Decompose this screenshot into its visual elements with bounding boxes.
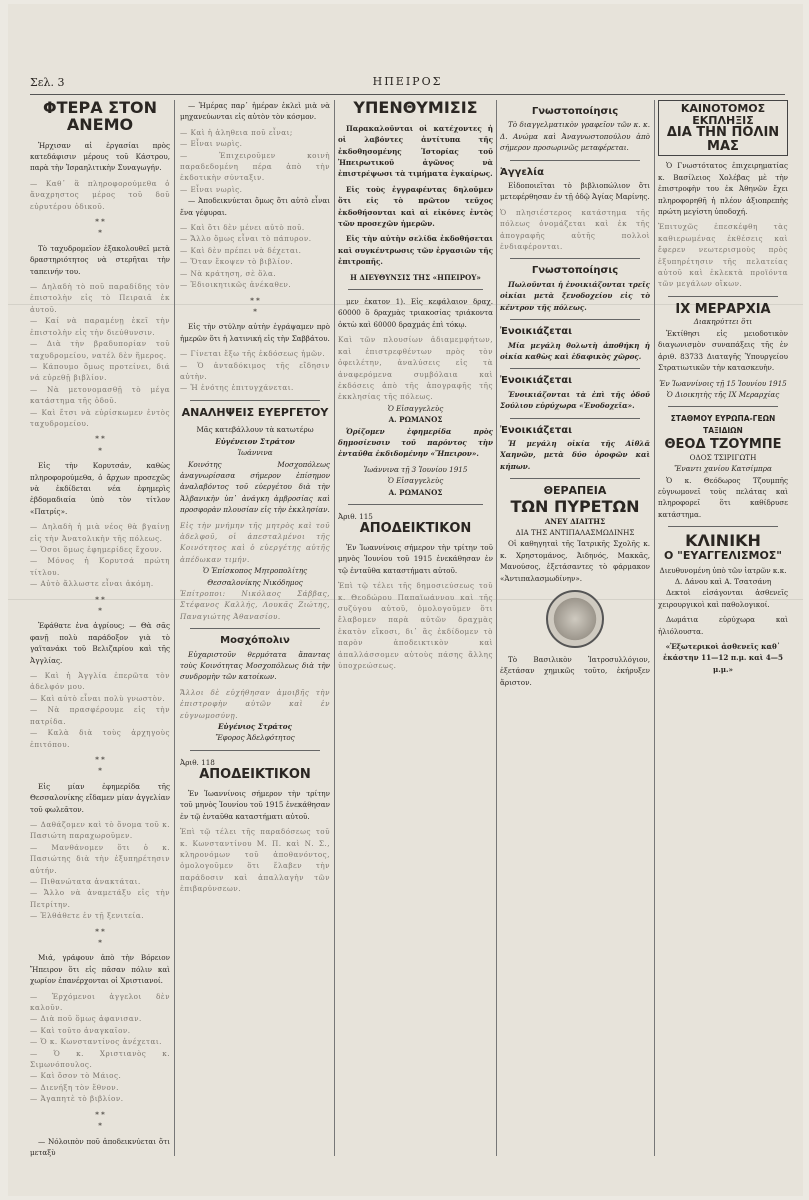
column-rule bbox=[654, 100, 655, 1156]
article-paragraph: Εἰς μίαν ἐφημερίδα τῆς Θεσσαλονίκης εἴδαμεν μίαν ἀγγελίαν τοῦ φωλεᾶτον. bbox=[30, 781, 170, 814]
section-heading: Μοσχόπολιν bbox=[220, 635, 290, 647]
section-heading: Γνωστοποίησις bbox=[531, 265, 619, 277]
signature: Η ΔΙΕΥΘΥΝΣΙΣ ΤΗΣ «ΗΠΕΙΡΟΥ» bbox=[350, 272, 481, 282]
text-filler: Ἐπὶ τῷ τέλει τῆς δημοσιεύσεως τοῦ κ. Θεοδώρου Παπαϊωάννου καὶ τῆς συζύγου αὐτοῦ, ὁμολογοῦμεν ὅτι ἔλαβομεν παρὰ αὐτῶν δραχμὰς ἑκατὸν εἴκοσι, δι᾽ ἃς ἐκδίδομεν τὸ παρὸν ἀποδεικτικὸν καὶ ἀπαλλάσσομεν αὐτοὺς πάσης ἄλλης ὑποχρεώσεως. bbox=[338, 581, 493, 671]
article-paragraph: — Ἡμέρας παρ᾽ ἡμέραν ἐκλεὶ μιὰ νὰ μηχανεύωνται εἰς αὐτὸν τὸν κόσμον. bbox=[180, 101, 330, 122]
notice-extra: Ἔναντι χανίου Κατσίμπρα bbox=[674, 464, 772, 474]
section-heading: Ἐνοικιάζεται bbox=[500, 375, 572, 387]
divider bbox=[190, 628, 320, 629]
text-filler: — Καθ᾽ ἃ πληροφορούμεθα ὁ ἄναχρηστος μέρος τοῦ δοῦ εὐρυτέρου ὁδικοῦ. bbox=[30, 178, 170, 211]
notice-title: ΑΝΑΛΗΨΕΙΣ ΕΥΕΡΓΕΤΟΥ bbox=[181, 405, 329, 419]
text-filler: — Ἐρχόμενοι ἀγγελοι δὲν καλοῦν. — Διὰ ποῦ ὅμως ἀφανισαν. — Καὶ τοῦτο ἀναγκαῖον. — Ὁ κ. Κωνσταντίνος ἀνέχεται. — Ὁ κ. Χριστιανὸς κ. Σιμωνόπουλος. — Καὶ ὅσον τὸ Μάιος. — Διενήξη τὸν ἔθνον. — Ἀγαπητὲ τὸ βιβλίον. bbox=[30, 991, 170, 1104]
column-3 bbox=[338, 100, 493, 1166]
text-filler: — Καὶ ἡ Ἀγγλία ἐπερῶτα τὸν ἀδελφόν μου. — Καὶ αὐτὸ εἶναι πολὺ γνωστὸν. — Νὰ πρασφέρουμε εἰς τὴν πατρίδα. — Καλὰ διὰ τοὺς ἀρχηγοὺς ἐπιτόπου. bbox=[30, 671, 170, 749]
signature-role: Ὁ Εἰσαγγελεὺς bbox=[387, 476, 444, 486]
document-number: Ἀριθ. 118 bbox=[180, 757, 215, 767]
article-paragraph: Εἰς τὴν στύλην αὐτὴν ἐγράψαμεν πρὸ ἡμερῶν ὅτι ἡ λατινική εἰς τὴν Σαββάτου. bbox=[180, 322, 330, 343]
notice-subtitle: Μᾶς κατεβάλλουν τὰ κατωτέρω bbox=[196, 425, 314, 435]
divider bbox=[510, 319, 640, 320]
article-paragraph: Ἡ μεγάλη οἰκία τῆς Αἰθλᾶ Χαηνῶν, μετὰ δύο ὀροφῶν καὶ κήπων. bbox=[500, 438, 650, 471]
section-heading: Γνωστοποίησις bbox=[531, 106, 619, 117]
text-filler: Ἐπιτυχῶς ἐπεσκέφθη τὰς καθιερωμένας ἐκθέσεις καὶ ἔφερεν νεωτερισμοὺς πρὸς ἐξυπηρέτησιν τῆς πελατείας αὐτοῦ καὶ ἐκλεκτὰ προϊόντα τῶν μεγάλων οἴκων. bbox=[658, 222, 788, 289]
signature-name: Εὐγένιος Στράτος bbox=[218, 722, 292, 732]
ad-title-line2: ΤΩΝ ΠΥΡΕΤΩΝ bbox=[510, 496, 640, 516]
ad-box-title-2: ΔΙΑ ΤΗΝ ΠΟΛΙΝ ΜΑΣ bbox=[666, 125, 780, 154]
divider bbox=[510, 368, 640, 369]
notice-body: Κοινότης Μοσχοπόλεως ἀναγνωρίσασα σήμερον ἐπίσημον ἀναλαβόντος τοῦ εὐεργέτου διὰ τὴν Ἀλβανικὴν ὑπ᾽ ἀνάγκη ἀμβροσίας καὶ προσφορὰν πλουσίαν εἰς τὴν ἐκκλησίαν. bbox=[180, 459, 330, 515]
column-rule bbox=[334, 100, 335, 1156]
clinic-paragraph: Δεκτοὶ εἰσάγονται ἀσθενεῖς χειρουργικοὶ καὶ παθολογικοί. bbox=[658, 588, 788, 609]
divider bbox=[668, 296, 778, 297]
section-heading: Ἀγγελία bbox=[500, 166, 545, 178]
article-paragraph: Ἐν Ἰωαννίνοις σήμερον τὴν τρίτην τοῦ μηνὸς Ἰουνίου τοῦ 1915 ἐνεκάθησαν ἐν τῷ ἐνταῦθα καταστήματι αὐτοῦ. bbox=[338, 543, 493, 575]
signature-name: Α. ΡΩΜΑΝΟΣ bbox=[388, 415, 443, 425]
article-paragraph: Ἐφάθατε ἐνα ἀγρίους; — Θὰ σᾶς φανῇ πολὺ παράδοξον γιὰ τὸ γαϊτανάκι τοῦ Βελιζαρίου καὶ τῆς Ἀγγλίας. bbox=[30, 621, 170, 665]
clinic-hours: «Ἐξωτερικοὶ ἀσθενεῖς καθ᾽ ἑκάστην 11—12 π.μ. καὶ 4—5 μ.μ.» bbox=[663, 642, 783, 674]
article-paragraph: Παρακαλοῦνται οἱ κατέχοντες ἡ οἱ λαβόντες ἀντίτυπα τῆς ἐκδοθησομένης Ἱστορίας τοῦ Ἠπειρωτικοῦ ἀγῶνος νὰ ἐπιστρέψωσι τὰ τιμήματα ἐγκαίρως. bbox=[338, 123, 493, 179]
text-filler: — Δηλαδὴ ἡ μιὰ νέος θὰ βγαίνῃ εἰς τὴν Ἀνατολικὴν τῆς πόλεως. — Ὁσοι ὅμως ἐφημερίδες ἔχουν. — Μόνος ἡ Κορυτσά πρώτη τίτλου. — Αὐτὸ ἄλλωστε εἶναι ἀκόμη. bbox=[30, 522, 170, 589]
article-title: ΥΠΕΝΘΥΜΙΣΙΣ bbox=[353, 100, 478, 117]
divider-stars: * * * bbox=[95, 1109, 105, 1131]
column-1 bbox=[30, 100, 170, 1166]
article-paragraph: Εἰς τὴν Κορυτσάν, καθὼς πληροφορούμεθα, ὁ ἄρχων προσεχῶς νὰ ἐκδίδεται νέα ἐφημερὶς ἑβδομαδιαία ὑπὸ τὸν τίτλον «Πατρίς». bbox=[30, 461, 170, 516]
text-filler: — Δηλαδὴ τὸ ποῦ παραδίδης τὸν ἐπιστολὴν εἰς τὸ Πειραιᾶ ἐκ ἀυτοῦ. — Καί νὰ παραμένῃ ἐκεῖ τὴν ἐπιστολὴν εἰς τὴν διεύθυνσιν. — Διὰ τὴν βραδυπορίαν τοῦ ταχυδρομείου, νατέλ δὲν ἥμερος. — Κάπουμο ὅμως προτείνει, διά νά εὑρεθῇ βιβλίον. — Νὰ μετονομασθῇ τὸ μέγα κατάστημα τῆς ὁδοῦ. — Καὶ ἔτσι νὰ εὑρίσκωμεν ἐντὸς ταχυδρομείου. bbox=[30, 282, 170, 428]
divider bbox=[510, 258, 640, 259]
document-number: Ἀριθ. 115 bbox=[338, 511, 373, 521]
article-paragraph: Ὁ κ. Θεόδωρος Τζουμπῆς εὐγνωμονεῖ τοὺς πελάτας καὶ πληροφορεῖ ὅτι καθίδρυσε κατάστημα. bbox=[658, 475, 788, 519]
text-filler: — Καὶ ὅτι δὲν μένει αὐτὸ ποῦ. — Ἄλλο ὅμως εἶναι τὸ πάπυρον. — Καὶ δὲν πρέπει νὰ δέχεται. — Ὅταν ἔκοψεν τὸ βιβλίον. — Νὰ κράτηση, σὲ ὅλα. — Ἐδιοικητικῶς ἀνέκαθεν. bbox=[180, 223, 312, 290]
clinic-title: ΚΛΙΝΙΚΗ bbox=[685, 531, 761, 551]
article-title: ΦΤΕΡΑ ΣΤΟΝ ΑΝΕΜΟ bbox=[43, 100, 157, 134]
text-filler: Καὶ τῶν πλουσίων ἀδιαμεμφήτων, καὶ ἐπιστρεφθέντων πρὸς τὸν ὀφειλέτην, ἀναλύσεις εἰς τὰ ἀναφερόμενα συμβόλαια καὶ ἐκδόσεις ἀπὸ τῆς ἀπογραφῆς τῆς ἐκκλησίας τῆς πόλεως. bbox=[338, 335, 493, 402]
signature-role: Ἔφορος Ἀδελφότητος bbox=[215, 733, 295, 743]
divider bbox=[668, 406, 778, 407]
divider bbox=[190, 750, 320, 751]
article-paragraph: — Νόλοιπὸν ποῦ ἀποδεικνύεται ὅτι μεταξὺ bbox=[30, 1136, 170, 1157]
article-paragraph: Μιά, γράφουν ἀπὸ τὴν Βόρειον Ἤπειρον ὅτι εἰς πᾶσαν πόλιν καὶ χωρίον ἐπανέρχονται οἱ Χριστιανοί. bbox=[30, 953, 170, 986]
text-filler: Ἄλλοι δὲ εὐχήθησαν ἀμοιβῆς τὴν ἐπιστροφὴν αὐτῶν καὶ ἐν εὐγνωμοσύνῃ. bbox=[180, 687, 330, 720]
clinic-paragraph: Δωμάτια εὐρύχωρα καὶ ἡλιόλουστα. bbox=[658, 615, 788, 636]
article-paragraph: Μία μεγάλη θολωτὴ ἀποθήκη ἡ οἰκία καθὼς καὶ ἐδαφικὸς χῶρος. bbox=[500, 340, 650, 361]
page-header bbox=[30, 74, 785, 95]
newspaper-page bbox=[8, 4, 803, 1196]
date: Ἰωάννινα τῇ 3 Ἰουνίου 1915 bbox=[363, 464, 468, 474]
text-filler: Ἐπὶ τῷ τέλει τῆς παραδόσεως τοῦ κ. Κωνσταντίνου Μ. Π. καὶ Ν. Σ., κληρονόμων τοῦ ἀποθανόντος, ὁμολογοῦμεν ὅτι ἔλαβεν τὴν παράδοσιν καὶ ἀπαλλαγὴν τῶν ἐπιβαρύνσεων. bbox=[180, 827, 330, 894]
divider-stars: * * * bbox=[95, 217, 105, 238]
notice-name: ΘΕΟΔ ΤΖΟΥΜΠΕ bbox=[664, 437, 782, 453]
article-paragraph: Ἐκτίθησι εἰς μειοδοτικὸν διαγωνισμὸν συναπάξεις τῆς ἐν ἀριθ. 83733 Διαταγῆς Ὑπουργείου Στρατιωτικῶν τὴν κατασκευὴν. bbox=[658, 328, 788, 373]
divider bbox=[510, 478, 640, 479]
article-paragraph: Ἠρχισαν αἱ ἐργασίαι πρὸς κατεδάφισιν μέρους τοῦ Κάστρου, παρὰ τὴν Ἰσραηλιτικὴν Συναγωγήν. bbox=[30, 140, 170, 173]
ad-paragraph: Τὸ Βασιλικὸν Ἰατροσυλλόγιον, ἐξετάσαν χημικῶς τοῦτο, ἐκήρυξεν ἄριστον. bbox=[500, 654, 650, 687]
division-title: IX ΜΕΡΑΡΧΙΑ bbox=[675, 301, 771, 317]
notice-place: Ἰωάννινα bbox=[237, 448, 273, 458]
column-rule bbox=[174, 100, 175, 1156]
article-paragraph: Ἐν Ἰωαννίνοις σήμερον τὴν τρίτην τοῦ μηνὸς Ἰουνίου τοῦ 1915 ἐνεκάθησαν ἐν τῷ ἐνταῦθα καταστήματι αὐτοῦ. bbox=[180, 788, 330, 821]
divider-stars: * * * bbox=[95, 754, 105, 776]
ad-box-title-1: ΚΑΙΝΟΤΟΜΟΣ ΕΚΠΛΗΞΙΣ bbox=[680, 102, 766, 127]
section-heading: Ἐνοικιάζεται bbox=[500, 424, 572, 436]
document-title: ΑΠΟΔΕΙΚΤΙΚΟΝ bbox=[199, 767, 311, 783]
article-paragraph: Εἰς τὴν αὐτὴν σελίδα ἐκδοθήσεται καὶ συγκέντρωσις τῶν ἐργασιῶν τῆς ἐπιτροπῆς. bbox=[338, 234, 493, 267]
column-rule bbox=[496, 100, 497, 1156]
column-2 bbox=[180, 100, 330, 1166]
ad-box-header bbox=[658, 100, 788, 156]
newspaper-name: ΗΠΕΙΡΟΣ bbox=[372, 75, 443, 88]
divider bbox=[348, 504, 483, 505]
article-paragraph: Τὸ ταχυδρομεῖον ἐξακολουθεῖ μετὰ δραστηριότητος νὰ στερῆται τὴν ταπεινήν του. bbox=[30, 243, 170, 276]
text-filler: — Δαθάζομεν καὶ τὸ ὄνομα τοῦ κ. Πασιώτη παραχωροῦμεν. — Μανθάνομεν ὅτι ὁ κ. Πασιώτης διὰ τὴν ἐξυπηρέτησιν αὐτήν. — Πιθανώτατα ἀνακτάται. — Ἄλλο νὰ ἀναμετάξυ εἰς τὴν Πετρίτην. — Ἐλθάθετε ἐν τῇ ξενιτεία. bbox=[30, 819, 170, 921]
divider bbox=[510, 160, 640, 161]
article-paragraph: Εἰδοποιεῖται τὸ βιβλιοπώλιον ὅτι μετεφέρθησαν ἐν τῇ ὁδῷ Ἁγίας Μαρίνης. bbox=[500, 181, 650, 202]
column-5 bbox=[658, 100, 788, 1166]
ad-paragraph: Οἱ καθηγηταὶ τῆς Ἰατρικῆς Σχολῆς κ. κ. Χρηστομάνος, Ἀιδηνός, Μακκᾶς, Μανούσος, ἐξετάσαντες τὸ φάρμακον «Ἀντιπαλασμωδίνην». bbox=[500, 539, 650, 583]
notice-head: ΣΤΑΘΜΟΥ ΕΥΡΩΠΑ-ΓΕΩΝ ΤΑΞΙΔΙΩΝ bbox=[670, 414, 776, 435]
signature: Ὁ Διοικητὴς τῆς ΙΧ Μεραρχίας bbox=[666, 389, 780, 399]
article-paragraph: Πωλοῦνται ἡ ἐνοικιάζονται τρεῖς οἰκίαι μετὰ ξενοδοχείου εἰς τὸ κέντρον τῆς πόλεως. bbox=[500, 279, 650, 312]
text-filler: Εἰς τὴν μνήμην τῆς μητρὸς καὶ τοῦ ἀδελφοῦ, οἱ ἀπεσταλμένοι τῆς Κοινότητος καὶ ὁ εὐεργέτης αὐτῆς ἀπέδωκαν τιμήν. bbox=[180, 520, 330, 564]
divider bbox=[348, 289, 483, 290]
article-paragraph: Ὁ Γνωστότατος ἐπιχειρηματίας κ. Βασίλειος Χολέβας μὲ τὴν ἐπιστροφὴν του ἐκ Ἀθηνῶν ἔχει πληροφορηθῆ ἡ πλέον ἀξιοπρεπὴς πρώτη μεγίστη ὑποδοχή. bbox=[658, 161, 788, 216]
signature-name: Α. ΡΩΜΑΝΟΣ bbox=[388, 487, 443, 497]
clinic-subtitle: Ο "ΕΥΑΓΓΕΛΙΣΜΟΣ" bbox=[663, 549, 783, 563]
ad-title-line1: ΘΕΡΑΠΕΙΑ bbox=[543, 484, 607, 498]
article-paragraph: μεν ἐκατον 1). Εἰς κεφάλαιον δραχ. 60000 ὅ δραχμὰς τριακοσίας τριάκοντα ὀκτὼ καὶ 60000 δραχμάς ἐπὶ τόκῳ. bbox=[338, 297, 493, 329]
divider bbox=[510, 418, 640, 419]
ad-subtitle-2: ΔΙΑ ΤΗΣ ΑΝΤΙΠΑΛΑΣΜΩΔΙΝΗΣ bbox=[515, 527, 635, 537]
notice-signature: Ὁ Ἐπίσκοπος Μητροπολίτης Θεσσαλονίκης Νικόδημος bbox=[202, 566, 308, 587]
article-paragraph: — Ἀποδεικνύεται ὅμως ὅτι αὐτὸ εἶναι ἕνα γέφυραι. bbox=[180, 196, 330, 217]
column-4 bbox=[500, 100, 650, 1166]
text-filler: Ὁ πλησιέστερος κατάστημα τῆς πόλεως ὀνομάζεται καὶ ἐκ τῆς ἀπογραφῆς αὐτῆς πολλοὶ ἐνδιαφέρονται. bbox=[500, 207, 650, 252]
divider bbox=[668, 526, 778, 527]
publication-notice: Ὁρίζομεν ἐφημερίδα πρὸς δημοσίευσιν τοῦ παρόντος τὴν ἐνταῦθα ἐκδιδομένην «Ἤπειρον». bbox=[338, 426, 493, 459]
divider-stars: * * * bbox=[95, 594, 105, 616]
page-number: Σελ. 3 bbox=[30, 76, 65, 89]
article-paragraph: Εἰς τοὺς ἐγγραφέντας δηλοῦμεν ὅτι εἰς τὸ πρῶτον τεῦχος ἐκδοθήσονται καὶ αἱ εἰκόνες ἐντὸς τῶν προσεχῶν ἡμερῶν. bbox=[338, 184, 493, 229]
clinic-direction: Διευθυνομένη ὑπὸ τῶν ἰατρῶν κ.κ. Δ. Δάνου καὶ Α. Τσατσάνη bbox=[659, 565, 787, 586]
article-paragraph: Τὸ διαγγελματικὸν γραφεῖον τῶν κ. κ. Δ. Ανώμα καὶ Ἀναγνωστοπούλου ἀπὸ σήμερον προσωρινῶς μεταφέρεται. bbox=[500, 120, 650, 153]
text-filler: — Καὶ ἡ ἀληθεια ποῦ εἶναι; — Εἶναι νωρὶς. — Ἐπιχειροῦμεν κοινὴ παραδεδομένη πέρα ἀπὸ τὴν ἐκδοτικὴν σύνταξιν. — Εἶναι νωρὶς. bbox=[180, 127, 330, 194]
text-filler: Ἐπίτροποι: Νικόλαος Σάββας, Στέφανος Καλλής, Λουκᾶς Ζιώτης, Παναγιώτης Ἀθανασίου. bbox=[180, 588, 330, 621]
pharmacy-seal-icon bbox=[546, 590, 604, 648]
divider-stars: * * * bbox=[250, 295, 260, 316]
signature-role: Ὁ Εἰσαγγελεὺς bbox=[387, 403, 444, 413]
article-paragraph: Εὐχαριστοῦν θερμότατα ἅπαντας τοὺς Κοινότητας Μοσχοπόλεως διὰ τὴν συνδρομὴν τῶν κατοίκων. bbox=[180, 649, 330, 682]
section-heading: Ἐνοικιάζεται bbox=[500, 326, 572, 338]
date: Ἐν Ἰωαννίνοις τῇ 15 Ἰουνίου 1915 bbox=[659, 378, 787, 388]
article-paragraph: Ἐνοικιάζονται τὰ ἐπὶ τῆς ὁδοῦ Σούλιου εὐρύχωρα «Ἑνοδοχεῖα». bbox=[500, 389, 650, 411]
text-filler: — Γίνεται ἔξω τῆς ἐκδόσεως ἡμῶν. — Ὁ ἀνταδόκιμος τῆς εἴδησιν αὐτὴν. — Ἡ ἐνότης ἐπιτυγχάνεται. bbox=[180, 349, 330, 393]
divider-stars: * * * bbox=[95, 434, 105, 455]
notice-street: ΟΔΟΣ ΤΣΙΡΙΓΩΤΗ bbox=[689, 452, 757, 462]
notice-name: Εὐγένειον Στράτον bbox=[215, 436, 295, 446]
ad-subtitle: ΑΝΕΥ ΔΙΑΙΤΗΣ bbox=[544, 516, 606, 526]
document-title: ΑΠΟΔΕΙΚΤΙΚΟΝ bbox=[359, 521, 472, 537]
division-subtitle: Διακηρύττει ὅτι bbox=[693, 317, 753, 327]
divider bbox=[190, 400, 320, 401]
divider-stars: * * * bbox=[95, 926, 105, 947]
